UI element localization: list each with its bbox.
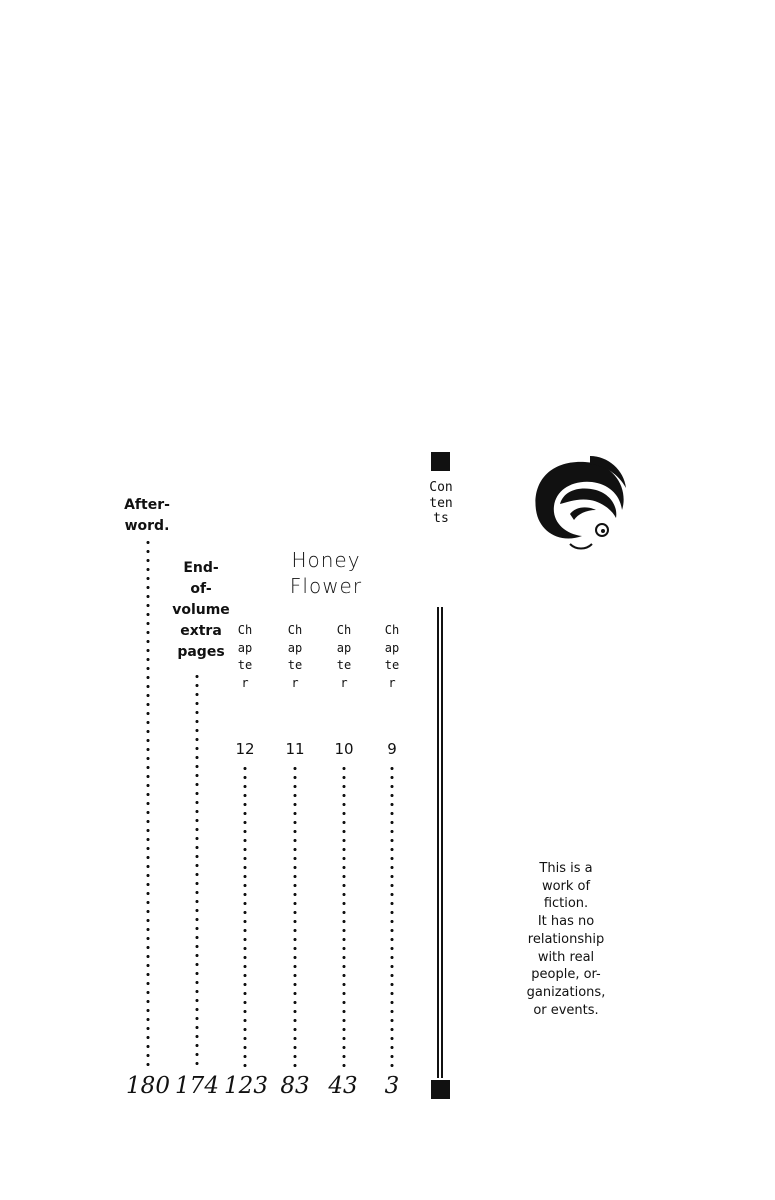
chapter-11-number: 11 xyxy=(285,740,305,758)
chapter-9-number: 9 xyxy=(387,740,397,758)
chapter-10-page: 43 xyxy=(328,1073,358,1099)
series-title: Honey Flower xyxy=(289,548,363,598)
chapter-11-label: Chapter xyxy=(287,623,303,690)
chapter-9-label: Chapter xyxy=(384,623,400,690)
extra-pages-page: 174 xyxy=(175,1073,219,1099)
afterword-label: After- word. xyxy=(124,497,170,534)
afterword-leader xyxy=(146,538,150,1070)
chapter-11-leader xyxy=(293,764,297,1070)
chapter-9-page: 3 xyxy=(384,1073,400,1099)
chapter-12-label: Chapter xyxy=(237,623,253,690)
chapter-10-leader xyxy=(342,764,346,1070)
divider-top-square xyxy=(431,452,450,471)
fiction-disclaimer: This is a work of fiction. It has no relationship with real people, or- ganizations, or events. xyxy=(526,861,606,1018)
chapter-12-page: 123 xyxy=(224,1073,268,1099)
extra-pages-label: End- of- volume extra pages xyxy=(172,560,230,660)
divider-bottom-square xyxy=(431,1080,450,1099)
chapter-10-label: Chapter xyxy=(336,623,352,690)
divider-rail xyxy=(437,607,443,1078)
chapter-9-leader xyxy=(390,764,394,1070)
chapter-10-number: 10 xyxy=(334,740,354,758)
chapter-12-leader xyxy=(243,764,247,1070)
chapter-12-number: 12 xyxy=(235,740,255,758)
afterword-page: 180 xyxy=(126,1073,170,1099)
extra-pages-leader xyxy=(195,672,199,1070)
chapter-11-page: 83 xyxy=(280,1073,310,1099)
contents-heading: Contents xyxy=(429,480,453,526)
swirl-face-logo-icon xyxy=(530,452,630,558)
